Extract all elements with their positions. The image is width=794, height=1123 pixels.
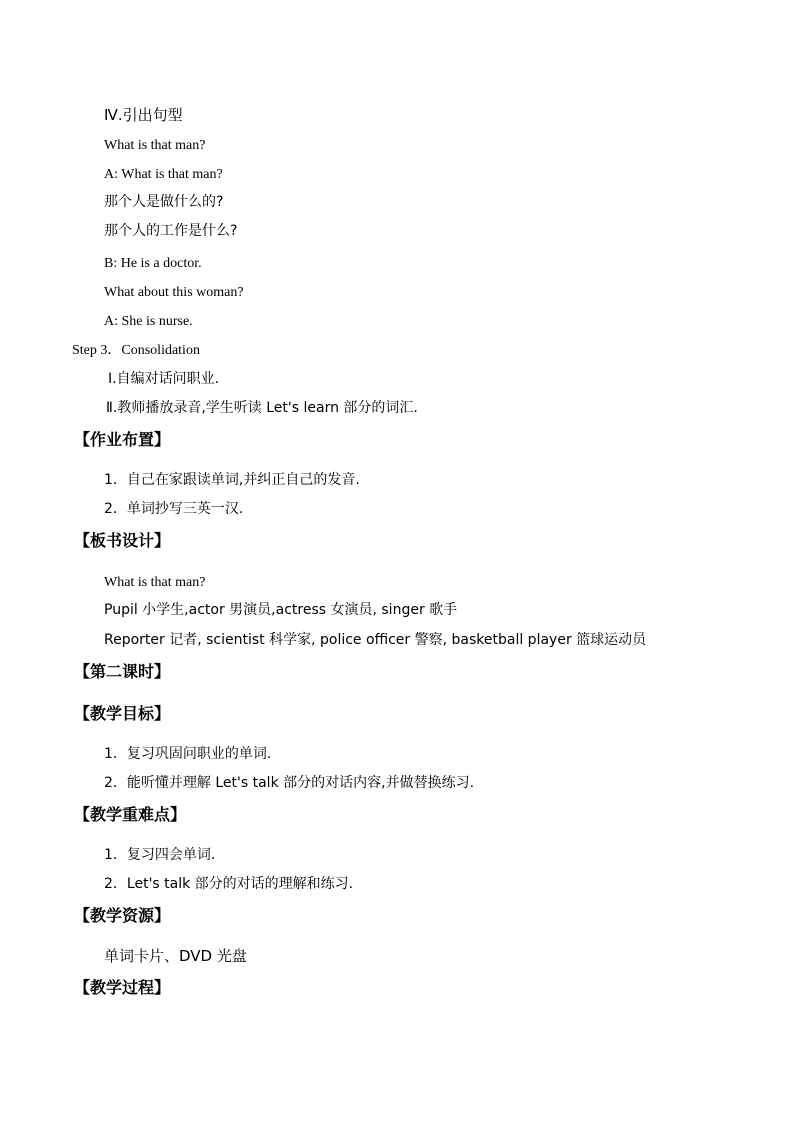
- step3-item: Ⅰ.自编对话问职业.: [108, 371, 220, 387]
- homework-heading: 【作业布置】: [74, 430, 171, 449]
- homework-item: 1．自己在家跟读单词,并纠正自己的发音.: [104, 472, 360, 488]
- board-line: Pupil 小学生,actor 男演员,actress 女演员, singer 歌手: [104, 602, 458, 618]
- text-line: What is that man?: [104, 138, 206, 153]
- goals-item: 2．能听懂并理解 Let's talk 部分的对话内容,并做替换练习.: [104, 775, 475, 791]
- keypoints-heading: 【教学重难点】: [74, 805, 187, 824]
- section-iv-title: Ⅳ.引出句型: [104, 106, 183, 124]
- keypoints-item: 2．Let's talk 部分的对话的理解和练习.: [104, 876, 354, 892]
- resources-text: 单词卡片、DVD 光盘: [104, 947, 247, 965]
- process-heading: 【教学过程】: [74, 978, 171, 997]
- text-line: B: He is a doctor.: [104, 256, 202, 271]
- step3-item: Ⅱ.教师播放录音,学生听读 Let's learn 部分的词汇.: [106, 400, 418, 416]
- text-line: 那个人的工作是什么?: [104, 223, 238, 239]
- board-heading: 【板书设计】: [74, 531, 171, 550]
- text-line: 那个人是做什么的?: [104, 194, 224, 210]
- goals-item: 1．复习巩固问职业的单词.: [104, 746, 272, 762]
- board-line: Reporter 记者, scientist 科学家, police officer 警察, basketball player 篮球运动员: [104, 632, 647, 648]
- text-line: A: What is that man?: [104, 167, 223, 182]
- text-line: A: She is nurse.: [104, 314, 193, 329]
- keypoints-item: 1．复习四会单词.: [104, 847, 216, 863]
- homework-item: 2．单词抄写三英一汉.: [104, 501, 244, 517]
- goals-heading: 【教学目标】: [74, 704, 171, 723]
- step3-title: Step 3．Consolidation: [72, 343, 200, 358]
- lesson2-heading: 【第二课时】: [74, 662, 171, 681]
- board-line: What is that man?: [104, 575, 206, 590]
- text-line: What about this woman?: [104, 285, 244, 300]
- resources-heading: 【教学资源】: [74, 906, 171, 925]
